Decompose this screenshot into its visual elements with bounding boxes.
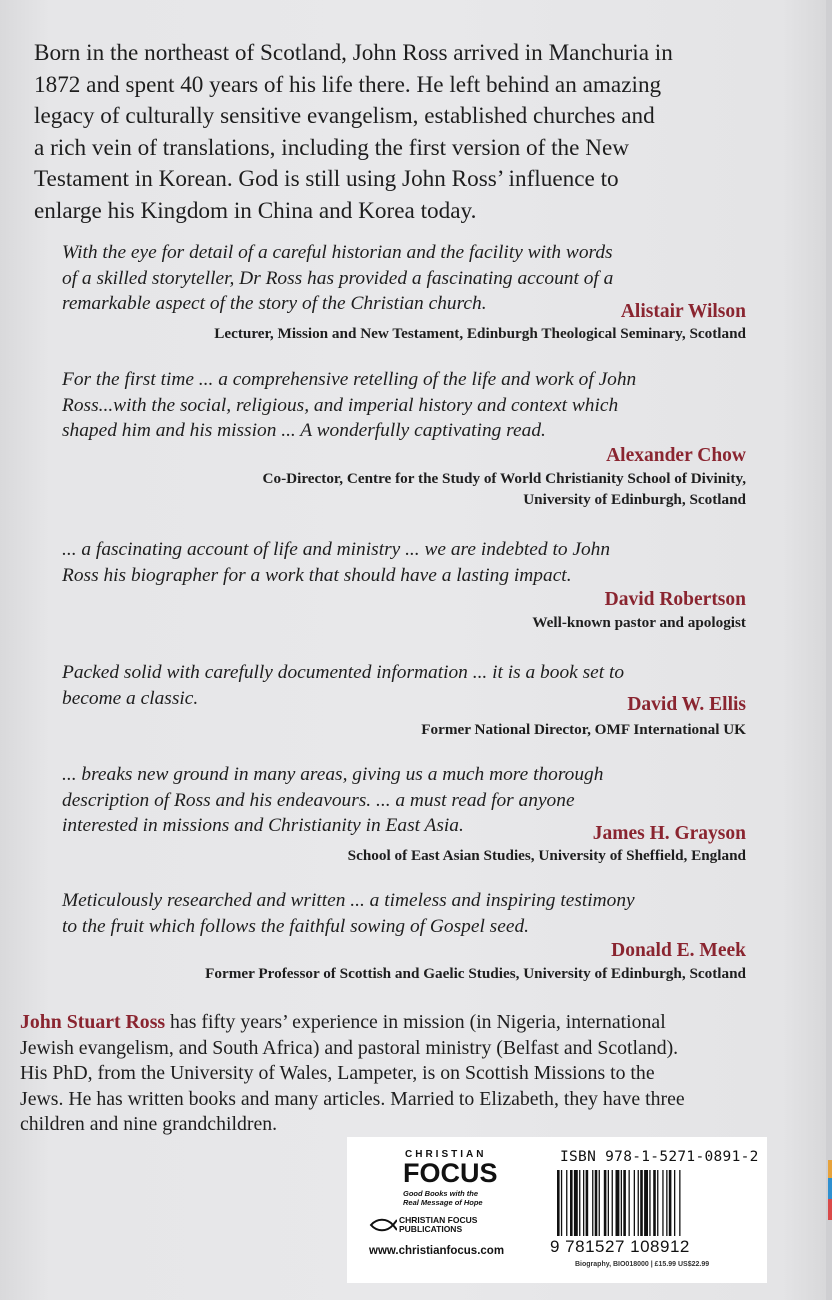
blurb-line: enlarge his Kingdom in China and Korea today.: [34, 197, 477, 224]
barcode-bar: [599, 1170, 600, 1236]
barcode-bar: [657, 1170, 658, 1236]
barcode-bar: [583, 1170, 584, 1236]
logo-tagline: Good Books with the Real Message of Hope: [403, 1189, 483, 1207]
bio-line: His PhD, from the University of Wales, Lampeter, is on Scottish Missions to the: [20, 1062, 655, 1084]
barcode-bar: [574, 1170, 578, 1236]
barcode-bar: [566, 1170, 567, 1236]
bio-line: children and nine grandchildren.: [20, 1113, 278, 1135]
endorser-name: Alistair Wilson: [620, 301, 746, 322]
logo-top-text: CHRISTIAN: [405, 1149, 487, 1160]
endorser-title-line: University of Edinburgh, Scotland: [523, 490, 746, 508]
barcode-bar: [674, 1170, 675, 1236]
barcode: [557, 1170, 757, 1236]
price-classification: Biography, BIO018000 | £15.99 US$22.99: [575, 1261, 710, 1268]
spine-edge: [826, 0, 832, 1300]
barcode-bar: [616, 1170, 620, 1236]
bio-line: John Stuart Ross has fifty years’ experience in mission (in Nigeria, international: [20, 1011, 666, 1033]
endorsement-chow: [62, 367, 746, 510]
barcode-bar: [621, 1170, 622, 1236]
endorser-title: Well-known pastor and apologist: [532, 614, 746, 631]
barcode-bar: [561, 1170, 562, 1236]
isbn-text: ISBN 978-1-5271-0891-2: [560, 1149, 759, 1165]
endorser-title: Former National Director, OMF International UK: [421, 721, 746, 738]
barcode-bar: [644, 1170, 648, 1236]
bio-line: Jews. He has written books and many articles. Married to Elizabeth, they have three: [20, 1087, 685, 1110]
endorser-title: Lecturer, Mission and New Testament, Edinburgh Theological Seminary, Scotland: [214, 324, 746, 342]
blurb-paragraph: [34, 38, 780, 227]
barcode-bar: [638, 1170, 639, 1236]
barcode-bar: [608, 1170, 609, 1236]
publisher-logo: [365, 1149, 505, 1207]
endorser-title-line: Co-Director, Centre for the Study of World Christianity School of Divinity,: [262, 469, 746, 487]
endorsement-text: ... a fascinating account of life and ministry ... we are indebted to John Ross his biographer for a work that should have a lasting impact.: [62, 539, 611, 586]
author-name: John Stuart Ross: [20, 1011, 166, 1033]
endorser-title: School of East Asian Studies, University of Sheffield, England: [347, 846, 746, 864]
barcode-bar: [666, 1170, 667, 1236]
blurb-line: a rich vein of translations, including the first version of the New: [34, 134, 629, 161]
barcode-bar: [629, 1170, 630, 1236]
endorser-name: David W. Ellis: [627, 694, 746, 715]
endorser-name: James H. Grayson: [592, 823, 746, 844]
barcode-bar: [592, 1170, 593, 1236]
endorser-title: Former Professor of Scottish and Gaelic Studies, University of Edinburgh, Scotland: [205, 965, 746, 982]
endorsement-text: Meticulously researched and written ... a timeless and inspiring testimony to the fruit which follows the faithful sowing of Gospel seed.: [62, 890, 635, 937]
barcode-bar: [579, 1170, 580, 1236]
endorsement-wilson: [62, 240, 746, 344]
imprint-logo: [369, 1216, 519, 1238]
barcode-bar: [649, 1170, 650, 1236]
endorsement-ellis: [62, 660, 746, 740]
blurb-line: 1872 and spent 40 years of his life there. He left behind an amazing: [34, 71, 662, 98]
endorsement-meek: [62, 888, 746, 984]
barcode-bar: [586, 1170, 589, 1236]
publisher-barcode-label: [347, 1137, 767, 1283]
endorsement-text: For the first time ... a comprehensive retelling of the life and work of John Ross...with the social, religious, and imperial history and context which shaped him and his mission ... A wonderfully captivating read.: [62, 369, 637, 441]
endorser-name: David Robertson: [604, 589, 746, 610]
imprint-text: CHRISTIAN FOCUS PUBLICATIONS: [399, 1215, 478, 1234]
barcode-bar: [634, 1170, 635, 1236]
barcode-bar: [669, 1170, 672, 1236]
blurb-line: legacy of culturally sensitive evangelism, established churches and: [34, 103, 655, 129]
barcode-bar: [662, 1170, 663, 1236]
blurb-line: Testament in Korean. God is still using John Ross’ influence to: [34, 166, 619, 192]
barcode-bar: [612, 1170, 613, 1236]
barcode-bar: [623, 1170, 626, 1236]
fish-icon: [369, 1218, 397, 1232]
barcode-bar: [570, 1170, 573, 1236]
barcode-bar: [679, 1170, 680, 1236]
endorsement-text: With the eye for detail of a careful historian and the facility with words of a skilled storyteller, Dr Ross has provided a fascinating account of a remarkable aspect of the story of the Christian church.: [62, 242, 614, 314]
author-bio: [20, 1010, 770, 1138]
endorser-name: Donald E. Meek: [611, 940, 746, 961]
publisher-website: www.christianfocus.com: [369, 1245, 505, 1257]
barcode-bar: [640, 1170, 643, 1236]
endorsement-grayson: [62, 762, 746, 866]
endorser-name: Alexander Chow: [606, 444, 746, 466]
barcode-bar: [604, 1170, 607, 1236]
endorsement-text: ... breaks new ground in many areas, giving us a much more thorough description of Ross and his endeavours. ... a must read for anyone interested in missions and Christianity in East Asia.: [62, 764, 604, 836]
blurb-line: Born in the northeast of Scotland, John Ross arrived in Manchuria in: [34, 40, 673, 66]
barcode-bar: [557, 1170, 560, 1236]
bio-line: Jewish evangelism, and South Africa) and pastoral ministry (Belfast and Scotland).: [20, 1036, 679, 1059]
edge-color-mark: [828, 1160, 832, 1220]
barcode-bar: [653, 1170, 656, 1236]
logo-main-text: FOCUS: [403, 1158, 498, 1188]
endorsement-robertson: [62, 537, 746, 633]
barcode-bar: [595, 1170, 598, 1236]
barcode-digits: 9 781527 108912: [550, 1237, 690, 1256]
endorsement-text: Packed solid with carefully documented information ... it is a book set to become a classic.: [62, 662, 625, 709]
